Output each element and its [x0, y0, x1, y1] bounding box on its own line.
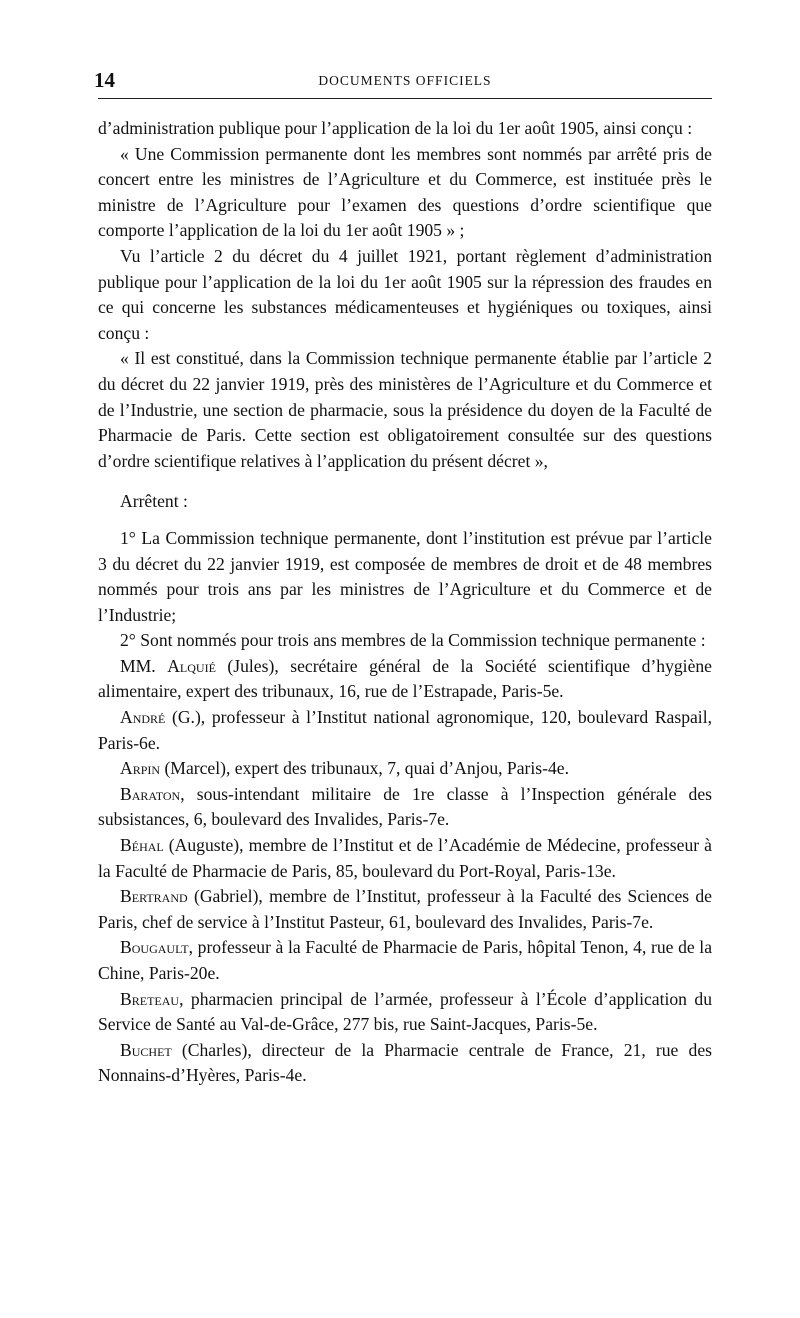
member-entry — [98, 833, 712, 884]
member-details: , sous-intendant militaire de 1re classe à l’Inspection générale des subsistances, 6, boulevard des Invalides, Paris-7e. — [98, 783, 712, 830]
member-details: (Jules), secrétaire général de la Société scientifique d’hygiène alimentaire, expert des tribunaux, 16, rue de l’Estrapade, Paris-5e. — [98, 655, 712, 702]
member-details: , professeur à la Faculté de Pharmacie de Paris, hôpital Tenon, 4, rue de la Chine, Paris-20e. — [98, 937, 712, 983]
paragraph: 1° La Commission technique permanente, dont l’institution est prévue par l’article 3 du décret du 22 janvier 1919, est composée de membres de droit et de 48 membres nommés pour trois ans par les ministres de l’Agriculture et du Commerce et de l’Industrie; — [98, 527, 712, 625]
member-details: , pharmacien principal de l’armée, professeur à l’École d’application du Service de Santé au Val-de-Grâce, 277 bis, rue Saint-Jacques, Paris-5e. — [98, 988, 712, 1035]
member-name: Baraton — [120, 783, 181, 804]
member-name: Bougault — [120, 937, 189, 958]
page-header — [94, 68, 712, 94]
member-entry — [98, 884, 712, 935]
member-entry — [98, 1038, 712, 1089]
member-name: Breteau — [120, 988, 180, 1009]
member-entry — [98, 782, 712, 833]
header-rule — [98, 98, 712, 99]
member-entry — [98, 987, 712, 1038]
member-details: (Gabriel), membre de l’Institut, professeur à la Faculté des Sciences de Paris, chef de service à l’Institut Pasteur, 61, boulevard des Invalides, Paris-7e. — [98, 886, 712, 932]
member-entry — [98, 654, 712, 705]
member-details: (Charles), directeur de la Pharmacie centrale de France, 21, rue des Nonnains-d’Hyères, Paris-4e. — [98, 1039, 712, 1086]
member-entry — [98, 935, 712, 986]
member-details: (Auguste), membre de l’Institut et de l’Académie de Médecine, professeur à la Faculté de Pharmacie de Paris, 85, boulevard du Port-Royal, Paris-13e. — [98, 835, 712, 881]
member-prefix: MM. — [120, 655, 168, 676]
document-page — [94, 68, 712, 1086]
paragraph: 2° Sont nommés pour trois ans membres de la Commission technique permanente : — [120, 630, 706, 651]
member-name: Buchet — [120, 1039, 172, 1060]
paragraph: d’administration publique pour l’application de la loi du 1er août 1905, ainsi conçu : — [98, 118, 693, 138]
member-name: André — [120, 707, 166, 728]
page-body — [98, 116, 712, 1089]
member-name: Alquié — [167, 655, 216, 676]
member-name: Béhal — [120, 835, 164, 856]
member-name: Arpin — [120, 758, 161, 779]
page-number: 14 — [94, 68, 115, 92]
paragraph-arretent: Arrêtent : — [120, 491, 188, 512]
member-entry — [98, 756, 712, 782]
running-title: DOCUMENTS OFFICIELS — [318, 73, 492, 88]
paragraph: Vu l’article 2 du décret du 4 juillet 1921, portant règlement d’administration publique pour l’application de la loi du 1er août 1905 sur la répression des fraudes en ce qui concerne les substances médicamenteuses et hygiéniques ou toxiques, ainsi conçu : — [98, 245, 712, 343]
member-details: (G.), professeur à l’Institut national agronomique, 120, boulevard Raspail, Paris-6e. — [98, 707, 712, 753]
member-entry — [98, 705, 712, 756]
paragraph: « Une Commission permanente dont les membres sont nommés par arrêté pris de concert entre les ministres de l’Agriculture et du Commerce, est instituée près le ministre de l’Agriculture pour l’examen des questions d’ordre scientifique que comporte l’application de la loi du 1er août 1905 » ; — [98, 143, 712, 241]
member-details: (Marcel), expert des tribunaux, 7, quai d’Anjou, Paris-4e. — [160, 758, 569, 779]
paragraph: « Il est constitué, dans la Commission technique permanente établie par l’article 2 du décret du 22 janvier 1919, près des ministères de l’Agriculture et du Commerce et de l’Industrie, une section de pharmacie, sous la présidence du doyen de la Faculté de Pharmacie de Paris. Cette section est obligatoirement consultée sur des questions d’ordre scientifique relatives à l’application du présent décret », — [98, 348, 712, 471]
member-name: Bertrand — [120, 886, 188, 907]
